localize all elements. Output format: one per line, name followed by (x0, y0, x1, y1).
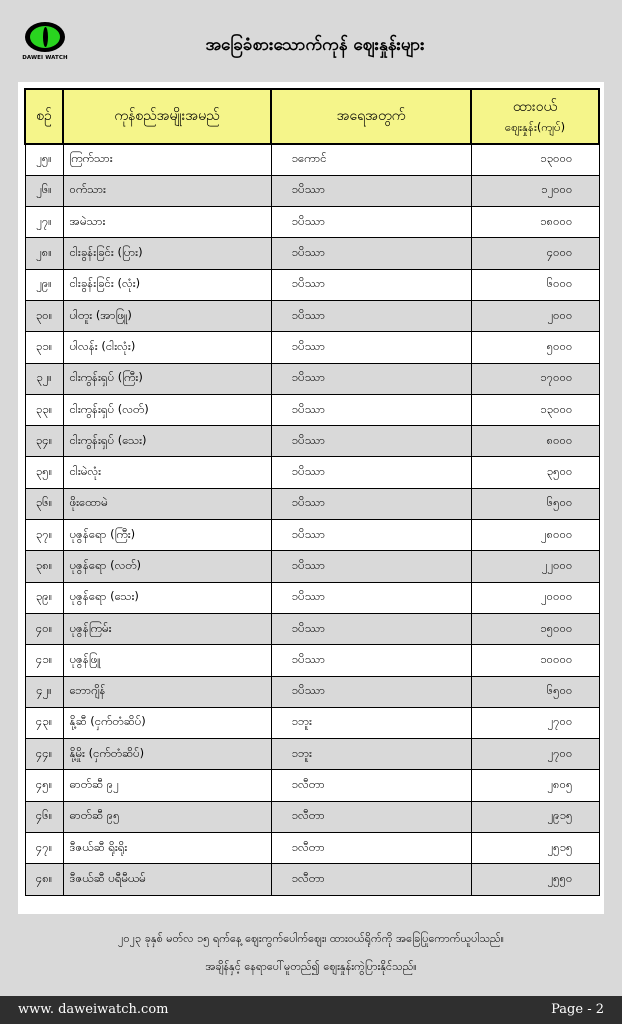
table-row (25, 363, 599, 394)
table-row (25, 833, 599, 864)
header-price (471, 89, 599, 144)
row-name: အမဲသား (63, 207, 271, 238)
row-name: ဝက်သား (63, 175, 271, 206)
row-price: ၁၃၀၀၀ (471, 144, 599, 175)
row-unit: ၁ပိဿာ (271, 175, 471, 206)
row-price: ၆၅၀၀ (471, 676, 599, 707)
row-no: ၂၆။ (25, 175, 63, 206)
row-price: ၁၀၀၀၀ (471, 645, 599, 676)
row-unit: ၁ပိဿာ (271, 520, 471, 551)
row-unit: ၁ပိဿာ (271, 551, 471, 582)
table-row (25, 707, 599, 738)
row-no: ၄၇။ (25, 833, 63, 864)
row-price: ၁၂၀၀၀ (471, 175, 599, 206)
row-unit: ၁ပိဿာ (271, 238, 471, 269)
table-row (25, 394, 599, 425)
table-row (25, 207, 599, 238)
table-row (25, 770, 599, 801)
row-unit: ၁လီတာ (271, 864, 471, 895)
row-name: ငါးကွန်းရှပ် (လတ်) (63, 394, 271, 425)
table-row (25, 864, 599, 895)
row-name: ဘောဂျိန် (63, 676, 271, 707)
row-no: ၂၈။ (25, 238, 63, 269)
row-name: ငါးခွန်းခြင်း (လုံး) (63, 269, 271, 300)
row-unit: ၁ပိဿာ (271, 332, 471, 363)
row-no: ၄၀။ (25, 613, 63, 644)
row-price: ၁၃၀၀၀ (471, 394, 599, 425)
row-price: ၂၇၀၀ (471, 707, 599, 738)
row-no: ၃၆။ (25, 488, 63, 519)
row-name: ဒီဇယ်ဆီ ပရီမီယမ် (63, 864, 271, 895)
row-price: ၂၈၀၅ (471, 770, 599, 801)
table-row (25, 551, 599, 582)
row-price: ၅၀၀၀ (471, 332, 599, 363)
row-unit: ၁ဘူး (271, 707, 471, 738)
row-name: ငါးမဲလုံး (63, 457, 271, 488)
row-no: ၃၁။ (25, 332, 63, 363)
row-name: ပါလန်း (ငါးလုံး) (63, 332, 271, 363)
header-price-line2: ဈေးနှုန်း(ကျပ်) (504, 119, 566, 134)
row-name: ပုဇွန်ကြမ်း (63, 613, 271, 644)
row-unit: ၁ပိဿာ (271, 207, 471, 238)
row-no: ၄၄။ (25, 739, 63, 770)
row-name: ငါးကွန်းရှပ် (ကြီး) (63, 363, 271, 394)
note-date: ၂၀၂၃ ခုနှစ် မတ်လ ၁၅ ရက်နေ့ ဈေးကွက်ပေါက်ဈေး၊ ထားဝယ်ရိုက်ကို အခြေပြုကောက်ယူပါသည်။ (118, 932, 504, 945)
row-unit: ၁ဘူး (271, 739, 471, 770)
header-price-line1: ထားဝယ် (512, 98, 558, 115)
row-name: နို့မှိုး (ငှက်တံဆိပ်) (63, 739, 271, 770)
row-price: ၂၀၀၀ (471, 300, 599, 331)
table-row (25, 144, 599, 175)
row-unit: ၁ပိဿာ (271, 394, 471, 425)
row-name: ဓာတ်ဆီ ၉၅ (63, 801, 271, 832)
row-no: ၄၆။ (25, 801, 63, 832)
row-price: ၁၇၀၀၀ (471, 363, 599, 394)
row-name: ဖိုးထောမဲ (63, 488, 271, 519)
row-no: ၃၅။ (25, 457, 63, 488)
row-unit: ၁ပိဿာ (271, 582, 471, 613)
table-row (25, 645, 599, 676)
row-unit: ၁ပိဿာ (271, 645, 471, 676)
row-price: ၂၇၀၀ (471, 739, 599, 770)
page-title: အခြေခံစားသောက်ကုန် ဈေးနှုန်းများ (205, 35, 425, 55)
row-unit: ၁ပိဿာ (271, 426, 471, 457)
row-name: ကြက်သား (63, 144, 271, 175)
row-price: ၁၅၀၀၀ (471, 613, 599, 644)
row-no: ၄၈။ (25, 864, 63, 895)
row-no: ၂၉။ (25, 269, 63, 300)
row-price: ၂၀၀၀၀ (471, 582, 599, 613)
price-table-container (18, 82, 604, 914)
row-no: ၃၀။ (25, 300, 63, 331)
table-row (25, 520, 599, 551)
table-header-row (25, 89, 599, 144)
row-unit: ၁ပိဿာ (271, 676, 471, 707)
row-name: ပုဇွန်ဖြူ (63, 645, 271, 676)
row-price: ၄၀၀၀ (471, 238, 599, 269)
row-no: ၄၁။ (25, 645, 63, 676)
row-name: ပါတူး (အာဖြူ) (63, 300, 271, 331)
row-price: ၂၈၀၀၀ (471, 520, 599, 551)
row-name: ပုဇွန်ရော (သေး) (63, 582, 271, 613)
row-price: ၃၅၀၀ (471, 457, 599, 488)
footer-website: www. daweiwatch.com (18, 1002, 169, 1017)
row-no: ၄၅။ (25, 770, 63, 801)
row-no: ၄၂။ (25, 676, 63, 707)
row-no: ၃၇။ (25, 520, 63, 551)
table-row (25, 269, 599, 300)
row-unit: ၁လီတာ (271, 801, 471, 832)
table-row (25, 739, 599, 770)
header (0, 0, 622, 80)
row-no: ၃၄။ (25, 426, 63, 457)
eye-icon (25, 22, 65, 52)
row-no: ၃၂။ (25, 363, 63, 394)
row-unit: ၁ပိဿာ (271, 613, 471, 644)
row-unit: ၁လီတာ (271, 833, 471, 864)
row-no: ၃၉။ (25, 582, 63, 613)
row-name: ဓာတ်ဆီ ၉၂ (63, 770, 271, 801)
row-price: ၈၀၀၀ (471, 426, 599, 457)
table-row (25, 426, 599, 457)
dawei-watch-logo (22, 22, 68, 70)
row-no: ၂၇။ (25, 207, 63, 238)
row-name: ဒီဇယ်ဆီ ရိုးရိုး (63, 833, 271, 864)
table-row (25, 175, 599, 206)
table-row (25, 801, 599, 832)
table-row (25, 582, 599, 613)
table-row (25, 238, 599, 269)
row-price: ၁၈၀၀၀ (471, 207, 599, 238)
header-no: စဉ် (25, 89, 63, 144)
row-name: ပုဇွန်ရော (လတ်) (63, 551, 271, 582)
header-unit: အရေအတွက် (271, 89, 471, 144)
row-unit: ၁ပိဿာ (271, 269, 471, 300)
row-unit: ၁ပိဿာ (271, 300, 471, 331)
row-unit: ၁လီတာ (271, 770, 471, 801)
row-unit: ၁ပိဿာ (271, 457, 471, 488)
row-name: ငါးကွန်းရှပ် (သေး) (63, 426, 271, 457)
row-unit: ၁ကောင် (271, 144, 471, 175)
row-price: ၂၅၁၅ (471, 833, 599, 864)
row-name: နို့ဆီ (ငှက်တံဆိပ်) (63, 707, 271, 738)
table-row (25, 457, 599, 488)
row-name: ငါးခွန်းခြင်း (ပြား) (63, 238, 271, 269)
row-price: ၆၅၀၀ (471, 488, 599, 519)
row-no: ၃၃။ (25, 394, 63, 425)
price-table (24, 88, 600, 896)
logo-text: DAWEI WATCH (22, 55, 68, 61)
table-row (25, 488, 599, 519)
row-name: ပုဇွန်ရော (ကြီး) (63, 520, 271, 551)
row-no: ၃၈။ (25, 551, 63, 582)
header-name: ကုန်စည်အမျိုးအမည် (63, 89, 271, 144)
footer (0, 996, 622, 1024)
row-no: ၂၅။ (25, 144, 63, 175)
note-disclaimer: အချိန်နှင့် နေရာပေါ်မူတည်၍ ဈေးနှုန်းကွဲပြားနိုင်သည်။ (205, 960, 417, 973)
row-price: ၂၂၀၀၀ (471, 551, 599, 582)
row-no: ၄၃။ (25, 707, 63, 738)
row-unit: ၁ပိဿာ (271, 488, 471, 519)
row-unit: ၁ပိဿာ (271, 363, 471, 394)
row-price: ၆၀၀၀ (471, 269, 599, 300)
table-row (25, 300, 599, 331)
table-row (25, 332, 599, 363)
row-price: ၂၉၁၅ (471, 801, 599, 832)
row-price: ၂၅၅၀ (471, 864, 599, 895)
table-row (25, 676, 599, 707)
footer-page-number: Page - 2 (551, 1002, 604, 1017)
table-row (25, 613, 599, 644)
